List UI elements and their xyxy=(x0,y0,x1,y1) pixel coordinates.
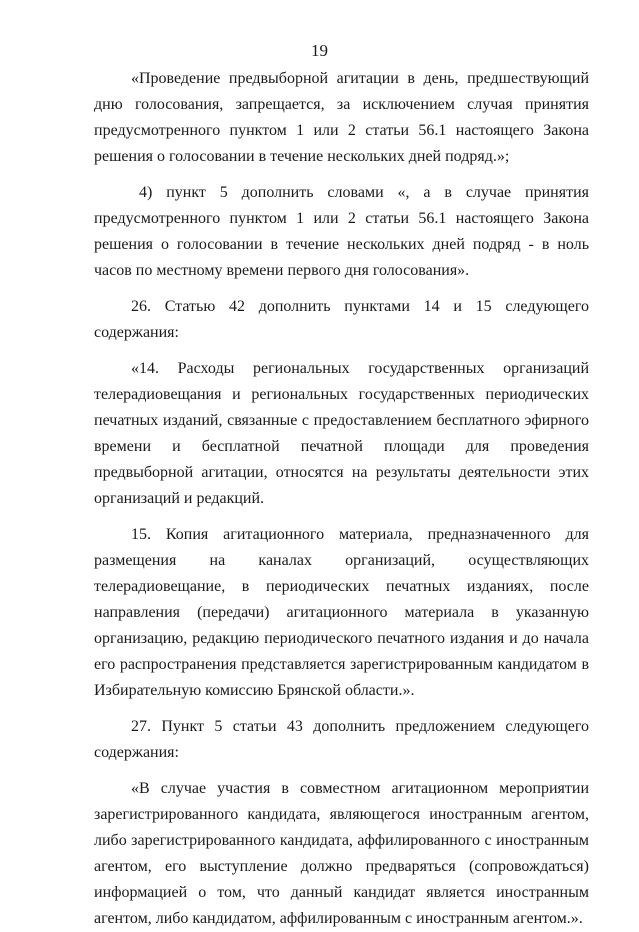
document-body xyxy=(94,66,589,932)
paragraph-item-4: 4) пункт 5 дополнить словами «, а в случае принятия предусмотренного пунктом 1 или 2 статьи 56.1 настоящего Закона решения о голосовании в течение нескольких дней подряд - в ноль часов по местному времени первого дня голосования». xyxy=(94,184,589,279)
page-number: 19 xyxy=(311,41,328,60)
paragraph-point-15: 15. Копия агитационного материала, предназначенного для размещения на каналах организаций, осуществляющих телерадиовещание, в периодических печатных изданиях, после направления (передачи) агитационного материала в указанную организацию, редакцию периодического печатного издания и до начала его распространения представляется зарегистрированным кандидатом в Избирательную комиссию Брянской области.». xyxy=(94,526,589,699)
paragraph-item-26: 26. Статью 42 дополнить пунктами 14 и 15 следующего содержания: xyxy=(94,298,589,341)
paragraph-item-27: 27. Пункт 5 статьи 43 дополнить предложением следующего содержания: xyxy=(94,718,589,761)
paragraph-agitation-ban: «Проведение предвыборной агитации в день, предшествующий дню голосования, запрещается, за исключением случая принятия предусмотренного пунктом 1 или 2 статьи 56.1 настоящего Закона решения о голосовании в течение нескольких дней подряд.»; xyxy=(94,70,589,165)
paragraph-foreign-agent: «В случае участия в совместном агитационном мероприятии зарегистрированного кандидата, являющегося иностранным агентом, либо зарегистрированного кандидата, аффилированного с иностранным агентом, его выступление должно предваряться (сопровождаться) информацией о том, что данный кандидат является иностранным агентом, либо кандидатом, аффилированным с иностранным агентом.». xyxy=(94,780,589,927)
paragraph-point-14: «14. Расходы региональных государственных организаций телерадиовещания и региональных государственных периодических печатных изданий, связанные с предоставлением бесплатного эфирного времени и бесплатной печатной площади для проведения предвыборной агитации, относятся на результаты деятельности этих организаций и редакций. xyxy=(94,360,589,507)
